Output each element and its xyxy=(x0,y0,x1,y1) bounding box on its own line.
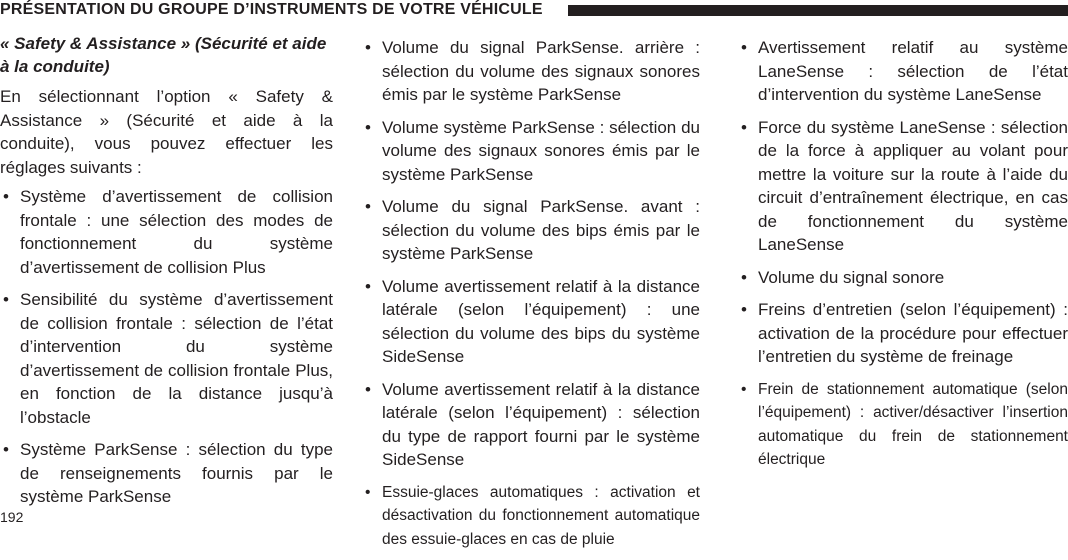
bullet-glyph: • xyxy=(365,117,371,137)
list-item: • Volume du signal ParkSense. avant : sélection du volume des bips émis par le système ParkSense xyxy=(365,197,700,263)
list-item: • Freins d’entretien (selon l’équipement) : activation de la procédure pour effectuer l’entretien du système de freinage xyxy=(741,300,1068,366)
bullet-glyph: • xyxy=(365,379,371,399)
list-item: • Volume système ParkSense : sélection du volume des signaux sonores émis par le système ParkSense xyxy=(365,117,700,184)
bullet-glyph: • xyxy=(3,290,9,309)
page-header xyxy=(0,0,1068,20)
header-rule xyxy=(568,5,1068,16)
bullet-glyph: • xyxy=(741,300,747,319)
header-title: PRÉSENTATION DU GROUPE D’INSTRUMENTS DE VOTRE VÉHICULE xyxy=(0,1,543,18)
list-item: • Volume du signal ParkSense. arrière : sélection du volume des signaux sonores émis par le système ParkSense xyxy=(365,38,700,104)
bullet-glyph: • xyxy=(365,38,371,57)
list-item: • Volume avertissement relatif à la distance latérale (selon l’équipement) : une sélection du volume des bips du système SideSense xyxy=(365,276,700,366)
settings-list-middle xyxy=(362,36,700,551)
list-item: • Force du système LaneSense : sélection de la force à appliquer au volant pour mettre la voiture sur la route à l’aide du circuit d’entraînement électrique, en cas de fonctionnement du système LaneSense xyxy=(741,117,1068,254)
settings-list-right xyxy=(738,36,1068,472)
bullet-glyph: • xyxy=(365,197,371,216)
bullet-glyph: • xyxy=(3,440,9,459)
bullet-glyph: • xyxy=(365,276,371,296)
bullet-glyph: • xyxy=(741,267,747,287)
list-item: • Sensibilité du système d’avertissement de collision frontale : sélection de l’état d’intervention du système d’avertissement de collision frontale Plus, en fonction de la distance jusqu’à l’obstacle xyxy=(3,290,333,427)
bullet-glyph: • xyxy=(365,483,371,501)
column-left xyxy=(0,32,333,518)
bullet-glyph: • xyxy=(741,117,747,137)
list-item: • Essuie-glaces automatiques : activation et désactivation du fonctionnement automatique des essuie-glaces en cas de pluie xyxy=(362,481,700,552)
list-item: • Volume du signal sonore xyxy=(738,266,1068,290)
list-item: • Système ParkSense : sélection du type de renseignements fournis par le système ParkSense xyxy=(3,440,333,506)
list-item: • Volume avertissement relatif à la distance latérale (selon l’équipement) : sélection du type de rapport fourni par le système SideSense xyxy=(365,379,700,469)
page-number: 192 xyxy=(0,509,24,525)
settings-list-left xyxy=(0,185,333,509)
bullet-glyph: • xyxy=(741,38,747,57)
bullet-glyph: • xyxy=(3,187,9,206)
list-item: • Frein de stationnement automatique (selon l’équipement) : activer/désactiver l’insertion automatique du frein de stationnement électrique xyxy=(738,378,1068,472)
intro-paragraph: En sélectionnant l’option « Safety & Assistance » (Sécurité et aide à la conduite), vous pouvez effectuer les réglages suivants : xyxy=(0,87,333,177)
bullet-glyph: • xyxy=(741,380,747,398)
list-item: • Avertissement relatif au système LaneSense : sélection de l’état d’intervention du système LaneSense xyxy=(741,38,1068,104)
list-item: • Système d’avertissement de collision frontale : une sélection des modes de fonctionnement du système d’avertissement de collision Plus xyxy=(3,187,333,277)
column-middle xyxy=(362,36,700,560)
column-right xyxy=(738,36,1068,481)
section-heading: « Safety & Assistance » (Sécurité et aide à la conduite) xyxy=(0,34,327,76)
